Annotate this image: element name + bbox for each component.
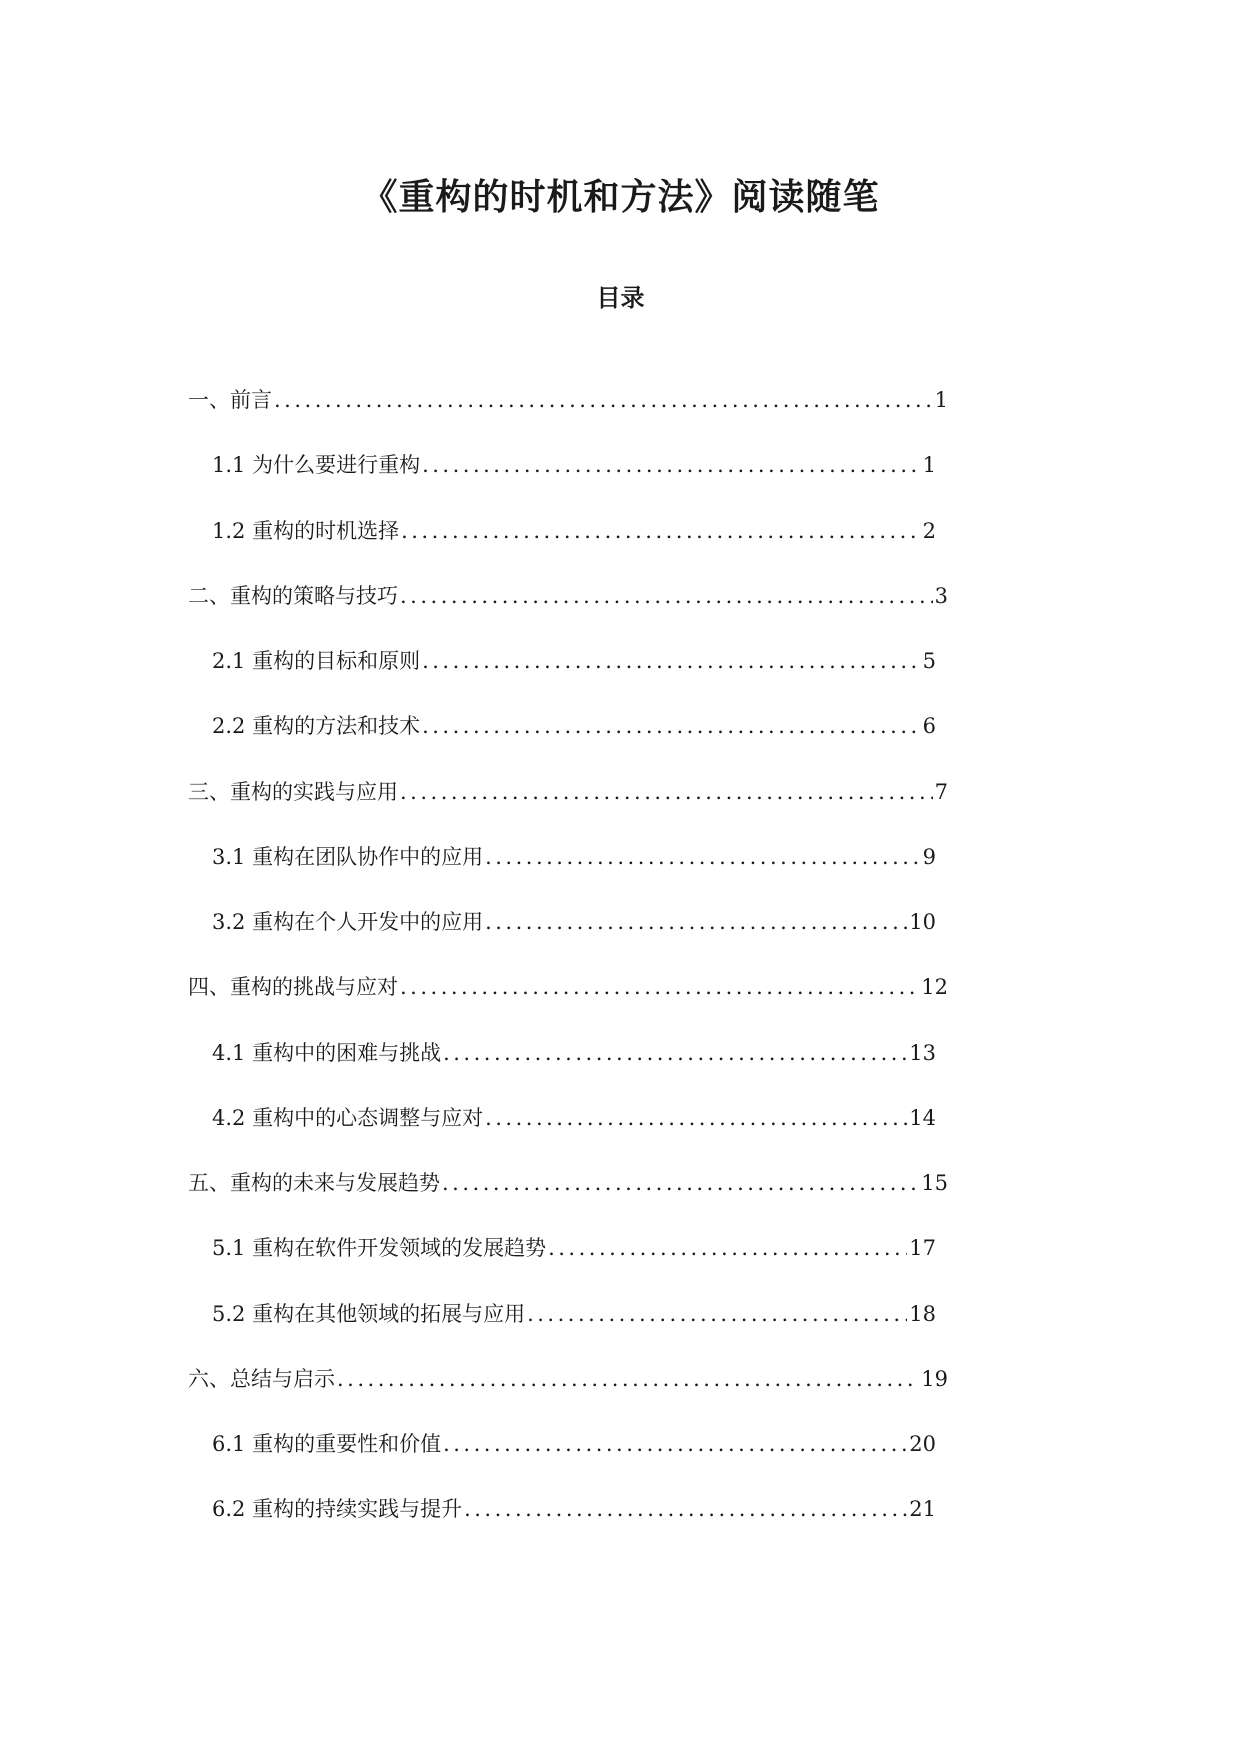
toc-entry-label: 三、重构的实践与应用 [188, 779, 398, 804]
toc-page-number: 20 [909, 1432, 936, 1456]
toc-page-number: 10 [909, 910, 936, 934]
toc-entry-label: 5.1 重构在软件开发领域的发展趋势 [212, 1236, 547, 1261]
toc-dot-leader [485, 842, 921, 872]
toc-subsection-link[interactable] [188, 842, 948, 907]
toc-subsection-link[interactable] [188, 1299, 948, 1364]
toc-dot-leader [485, 1103, 907, 1133]
toc-subsection-link[interactable] [188, 450, 948, 515]
toc-page-number: 13 [909, 1040, 936, 1065]
toc-subsection-link[interactable] [188, 1038, 948, 1103]
toc-subsection-link[interactable] [188, 907, 948, 972]
table-of-contents [188, 385, 948, 1560]
toc-entry-label: 2.1 重构的目标和原则 [212, 649, 421, 673]
toc-heading: 目录 [596, 284, 645, 312]
toc-page-number: 6 [922, 714, 936, 739]
toc-entry-label: 4.2 重构中的心态调整与应对 [212, 1105, 484, 1130]
toc-dot-leader [401, 516, 921, 546]
toc-subsection-link[interactable] [188, 516, 948, 581]
toc-dot-leader [464, 1494, 907, 1524]
toc-entry-label: 2.2 重构的方法和技术 [212, 714, 421, 739]
toc-dot-leader [337, 1364, 919, 1394]
toc-page-number: 17 [909, 1236, 936, 1261]
toc-section-link[interactable] [188, 1168, 948, 1233]
toc-entry-label: 六、总结与启示 [188, 1366, 335, 1391]
toc-entry-label: 6.1 重构的重要性和价值 [212, 1432, 442, 1456]
toc-page-number: 21 [909, 1497, 936, 1522]
toc-entry-label: 四、重构的挑战与应对 [188, 975, 398, 1000]
toc-subsection-link[interactable] [188, 1103, 948, 1168]
toc-dot-leader [548, 1233, 907, 1263]
toc-dot-leader [422, 450, 921, 480]
toc-subsection-link[interactable] [188, 646, 948, 711]
toc-entry-label: 五、重构的未来与发展趋势 [188, 1171, 440, 1195]
toc-section-link[interactable] [188, 1364, 948, 1429]
toc-entry-label: 5.2 重构在其他领域的拓展与应用 [212, 1301, 526, 1326]
toc-dot-leader [443, 1038, 907, 1068]
toc-entry-label: 1.2 重构的时机选择 [212, 518, 400, 543]
toc-dot-leader [400, 581, 933, 611]
toc-page-number: 19 [921, 1366, 948, 1391]
toc-section-link[interactable] [188, 777, 948, 842]
toc-page-number: 1 [922, 453, 936, 478]
toc-page-number: 5 [922, 649, 936, 673]
toc-page-number: 12 [921, 975, 948, 1000]
toc-entry-label: 4.1 重构中的困难与挑战 [212, 1040, 442, 1065]
toc-dot-leader [400, 972, 919, 1002]
toc-page-number: 1 [934, 388, 948, 412]
toc-subsection-link[interactable] [188, 1233, 948, 1298]
toc-dot-leader [443, 1429, 907, 1459]
toc-page-number: 14 [909, 1105, 936, 1130]
toc-page-number: 2 [922, 518, 936, 543]
toc-dot-leader [400, 777, 933, 807]
toc-dot-leader [442, 1168, 919, 1198]
toc-page-number: 18 [909, 1301, 936, 1326]
toc-entry-label: 1.1 为什么要进行重构 [212, 453, 421, 478]
toc-dot-leader [422, 646, 921, 676]
toc-section-link[interactable] [188, 385, 948, 450]
toc-dot-leader [274, 385, 933, 415]
toc-entry-label: 3.1 重构在团队协作中的应用 [212, 844, 484, 869]
toc-page-number: 7 [934, 779, 948, 804]
toc-entry-label: 二、重构的策略与技巧 [188, 583, 398, 608]
toc-page-number: 9 [922, 844, 936, 869]
toc-subsection-link[interactable] [188, 1429, 948, 1494]
toc-entry-label: 3.2 重构在个人开发中的应用 [212, 910, 484, 934]
toc-entry-label: 一、前言 [188, 388, 272, 412]
toc-dot-leader [485, 907, 907, 937]
toc-subsection-link[interactable] [188, 1494, 948, 1559]
toc-dot-leader [422, 711, 921, 741]
page-title: 《重构的时机和方法》阅读随笔 [361, 177, 880, 219]
toc-section-link[interactable] [188, 972, 948, 1037]
toc-subsection-link[interactable] [188, 711, 948, 776]
toc-page-number: 15 [921, 1171, 948, 1195]
toc-page-number: 3 [934, 583, 948, 608]
toc-dot-leader [527, 1299, 907, 1329]
toc-entry-label: 6.2 重构的持续实践与提升 [212, 1497, 463, 1522]
toc-section-link[interactable] [188, 581, 948, 646]
